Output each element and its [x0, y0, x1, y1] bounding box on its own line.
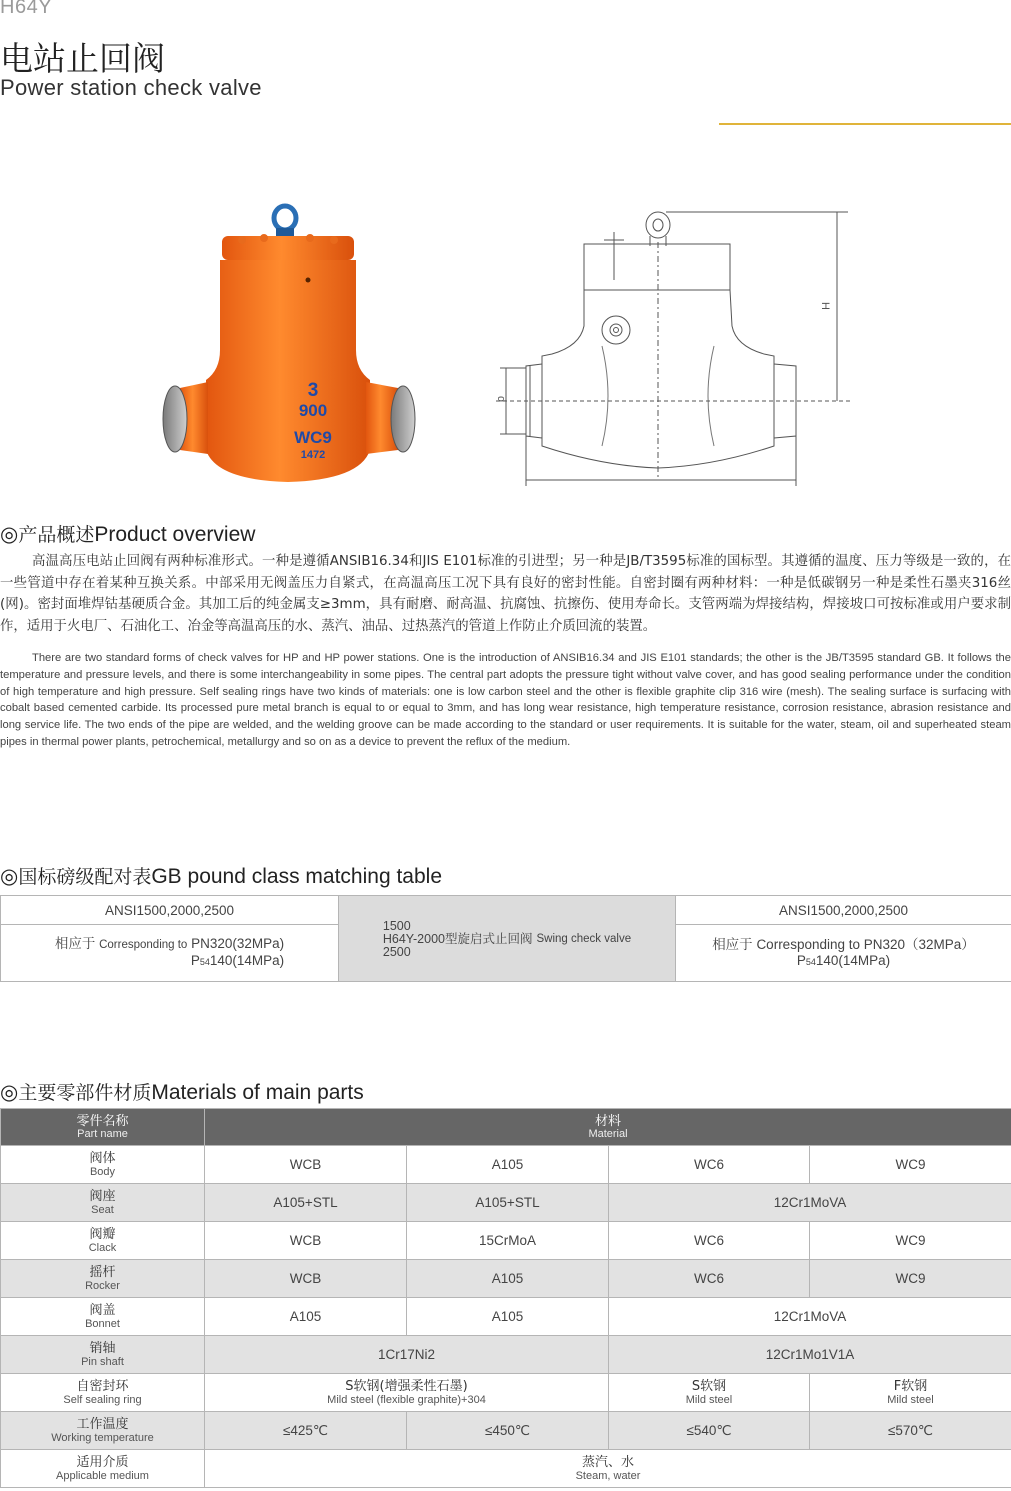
- page-title-en: Power station check valve: [0, 75, 262, 100]
- table-row: 工作温度 Working temperature ≤425℃ ≤450℃ ≤540℃ ≤570℃: [1, 1412, 1011, 1450]
- materials-table: [0, 1108, 1011, 1488]
- header-part-name: 零件名称 Part name: [1, 1109, 205, 1146]
- table-row: 阀体 Body WCB A105 WC6 WC9: [1, 1146, 1011, 1184]
- dimension-label-d: d: [495, 396, 507, 403]
- valve-dimension-drawing: [492, 196, 854, 486]
- accent-divider: [719, 123, 1011, 125]
- gb-right-correspondence: 相应于 Corresponding to PN320（32MPa） P54140(14MPa): [676, 925, 1011, 982]
- overview-text-en: There are two standard forms of check valves for HP and HP power stations. One is the introduction of ANSIB16.34 and JIS E101 standards; the other is the JB/T3595 standard GB. It follows the temperature and pressure levels, and there is some interchangeability in some pipes. The central part adopts the pressure tight without valve cover, and has good sealing performance under the condition of high temperature and high pressure. Self sealing rings have two kinds of materials: one is low carbon steel and the other is flexible graphite clip 316 wire (mesh). The sealing surface is surfacing with cobalt based cemented carbide. Its processed pure metal branch is equal to or equal to 3mm, and has long wear resistance, high temperature resistance, corrosion resistance, abrasion resistance and long service life. The two ends of the pipe are welded, and the welding groove can be made according to the standard or user requirements. It is suitable for the water, steam, oil and superheated steam pipes in thermal power plants, petrochemical, metallurgy and so on as a device to prevent the reflux of the medium.: [0, 652, 1011, 748]
- overview-text-cn: 高温高压电站止回阀有两种标准形式。一种是遵循ANSIB16.34和JIS E101标准的引进型；另一种是JB/T3595标准的国标型。其遵循的温度、压力等级是一致的，在一些管道中存在着某种互换关系。中部采用无阀盖压力自紧式，在高温高压工况下具有良好的密封性能。自密封圈有两种材料：一种是低碳钢另一种是柔性石墨夹316丝(网)。密封面堆焊钴基硬质合金。其加工后的纯金属支≥3mm，具有耐磨、耐高温、抗腐蚀、抗擦伤、使用寿命长。支管两端为焊接结构，焊接坡口可按标准或用户要求制作，适用于火电厂、石油化工、冶金等高温高压的水、蒸汽、油品、过热蒸汽的管道上作防止介质回流的装置。: [0, 554, 1011, 634]
- table-row: 摇杆 Rocker WCB A105 WC6 WC9: [1, 1260, 1011, 1298]
- photo-mark-pressure: 900: [298, 401, 328, 420]
- table-header-row: [1, 1109, 1011, 1146]
- table-row: 阀座 Seat A105+STL A105+STL 12Cr1MoVA: [1, 1184, 1011, 1222]
- section-heading-overview: ◎产品概述Product overview: [0, 523, 256, 546]
- table-row: 阀盖 Bonnet A105 A105 12Cr1MoVA: [1, 1298, 1011, 1336]
- page-title-cn: 电站止回阀: [0, 39, 165, 78]
- photo-mark-heat: 1472: [300, 449, 326, 461]
- header-material: 材料 Material: [205, 1109, 1011, 1146]
- gb-left-correspondence: 相应于 Corresponding to PN320(32MPa) P54140(14MPa): [1, 925, 339, 982]
- model-number: H64Y: [0, 0, 53, 18]
- table-row: 阀瓣 Clack WCB 15CrMoA WC6 WC9: [1, 1222, 1011, 1260]
- section-heading-materials: ◎主要零部件材质Materials of main parts: [0, 1081, 364, 1104]
- photo-mark-class: 3: [307, 380, 319, 401]
- dimension-label-h: H: [819, 302, 831, 310]
- gb-right-ansi: ANSI1500,2000,2500: [676, 896, 1011, 925]
- valve-photo: [160, 200, 420, 490]
- table-row: 销轴 Pin shaft 1Cr17Ni2 12Cr1Mo1V1A: [1, 1336, 1011, 1374]
- gb-valve-model: 1500 H64Y-2000型旋启式止回阀 2500 Swing check valve: [339, 896, 676, 982]
- table-row: 自密封环 Self sealing ring S软钢(增强柔性石墨) Mild steel (flexible graphite)+304 S软钢 Mild steel F软钢 Mild steel: [1, 1374, 1011, 1412]
- gb-pound-class-table: [0, 895, 1011, 982]
- table-row: 适用介质 Applicable medium 蒸汽、水 Steam, water: [1, 1450, 1011, 1488]
- photo-mark-material: WC9: [294, 428, 332, 447]
- section-heading-gb-table: ◎国标磅级配对表GB pound class matching table: [0, 865, 443, 888]
- gb-left-ansi: ANSI1500,2000,2500: [1, 896, 339, 925]
